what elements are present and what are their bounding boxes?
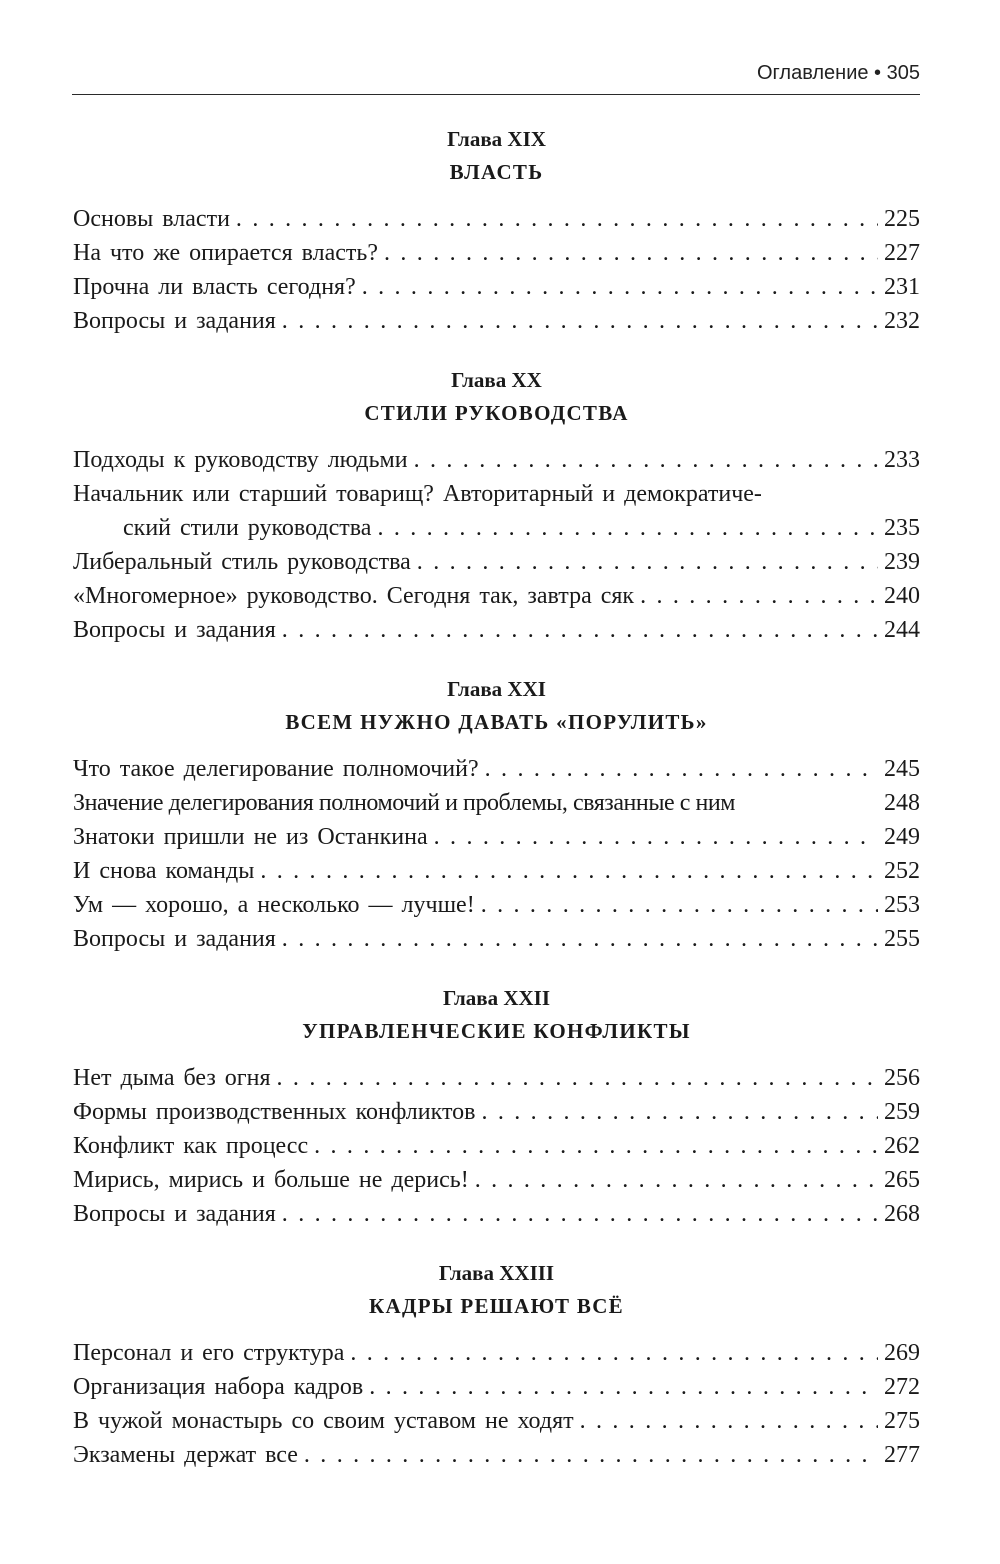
entry-title: Значение делегирования полномочий и проблемы, связанные с ним: [73, 790, 736, 816]
entry-page: 235: [884, 515, 920, 541]
leader-dots: [260, 854, 878, 888]
toc-entry[interactable]: [73, 443, 920, 477]
toc-entry[interactable]: [73, 202, 920, 236]
leader-dots: [282, 922, 878, 956]
toc-entry[interactable]: [73, 270, 920, 304]
entry-title: Вопросы и задания: [73, 926, 276, 952]
leader-dots: [434, 820, 878, 854]
entry-page: 245: [884, 756, 920, 782]
entry-page: 262: [884, 1133, 920, 1159]
entry-title: Знатоки пришли не из Останкина: [73, 824, 428, 850]
entry-title: И снова команды: [73, 858, 255, 884]
leader-dots: [236, 202, 878, 236]
entry-page: 239: [884, 549, 920, 575]
entry-page: 277: [884, 1442, 920, 1468]
toc-entry[interactable]: [73, 1061, 920, 1095]
entry-title: Вопросы и задания: [73, 617, 276, 643]
entry-title: Основы власти: [73, 206, 230, 232]
leader-dots: [350, 1336, 878, 1370]
chapter-label: Глава XXI: [447, 677, 546, 701]
toc-entry[interactable]: [73, 1438, 920, 1472]
toc-entry[interactable]: [73, 304, 920, 338]
leader-dots: [282, 613, 878, 647]
chapter-label: Глава XIX: [447, 127, 546, 151]
chapter-xix: [73, 124, 920, 338]
entry-page: 248: [884, 790, 920, 816]
leader-dots: [485, 752, 878, 786]
toc-entry[interactable]: [73, 1129, 920, 1163]
entry-title: Ум — хорошо, а несколько — лучше!: [73, 892, 475, 918]
entry-title: Мирись, мирись и больше не дерись!: [73, 1167, 469, 1193]
entry-page: 268: [884, 1201, 920, 1227]
entry-title: Организация набора кадров: [73, 1374, 364, 1400]
entry-page: 259: [884, 1099, 920, 1125]
entry-title: Либеральный стиль руководства: [73, 549, 411, 575]
leader-dots: [277, 1061, 878, 1095]
toc-entry[interactable]: [73, 820, 920, 854]
entry-page: 232: [884, 308, 920, 334]
toc-entry[interactable]: [73, 1197, 920, 1231]
toc-entry[interactable]: [73, 922, 920, 956]
leader-dots: [282, 304, 878, 338]
entry-page: 255: [884, 926, 920, 952]
entry-page: 256: [884, 1065, 920, 1091]
toc-entry[interactable]: [73, 1163, 920, 1197]
entry-title: На что же опирается власть?: [73, 240, 378, 266]
entry-page: 265: [884, 1167, 920, 1193]
entry-title: Формы производственных конфликтов: [73, 1099, 476, 1125]
leader-dots: [304, 1438, 878, 1472]
toc-entry[interactable]: [73, 1404, 920, 1438]
chapter-xx: [73, 365, 920, 647]
toc-entry[interactable]: [73, 1370, 920, 1404]
entry-page: 233: [884, 447, 920, 473]
leader-dots: [481, 888, 878, 922]
chapter-title: ВСЕМ НУЖНО ДАВАТЬ «ПОРУЛИТЬ»: [285, 710, 708, 734]
leader-dots: [580, 1404, 878, 1438]
leader-dots: [369, 1370, 878, 1404]
entry-title: Что такое делегирование полномочий?: [73, 756, 479, 782]
chapter-xxii: [73, 983, 920, 1231]
entry-title: Вопросы и задания: [73, 1201, 276, 1227]
leader-dots: [417, 545, 878, 579]
toc-entry[interactable]: [73, 1095, 920, 1129]
toc-entry[interactable]: [73, 854, 920, 888]
entry-page: 225: [884, 206, 920, 232]
leader-dots: [362, 270, 878, 304]
entry-page: 269: [884, 1340, 920, 1366]
leader-dots: [384, 236, 878, 270]
entry-title: Экзамены держат все: [73, 1442, 298, 1468]
toc-entry[interactable]: [73, 545, 920, 579]
leader-dots: [377, 511, 878, 545]
chapter-xxi: [73, 674, 920, 956]
entry-title: «Многомерное» руководство. Сегодня так, завтра сяк: [73, 583, 635, 609]
toc-entry[interactable]: [73, 579, 920, 613]
entry-title: Подходы к руководству людьми: [73, 447, 408, 473]
entry-page: 272: [884, 1374, 920, 1400]
leader-dots: [414, 443, 878, 477]
chapter-label: Глава XX: [451, 368, 542, 392]
entry-title: Вопросы и задания: [73, 308, 276, 334]
entry-page: 275: [884, 1408, 920, 1434]
entry-page: 231: [884, 274, 920, 300]
toc-entry[interactable]: [73, 786, 920, 820]
chapter-title: ВЛАСТЬ: [449, 160, 544, 184]
entry-title: В чужой монастырь со своим уставом не ходят: [73, 1408, 574, 1434]
chapter-title: УПРАВЛЕНЧЕСКИЕ КОНФЛИКТЫ: [302, 1019, 691, 1043]
toc-entry[interactable]: [73, 888, 920, 922]
leader-dots: [640, 579, 878, 613]
running-header: [72, 60, 920, 95]
toc-entry-multiline[interactable]: [73, 477, 920, 545]
chapter-title: КАДРЫ РЕШАЮТ ВСЁ: [369, 1294, 624, 1318]
entry-page: 240: [884, 583, 920, 609]
entry-page: 253: [884, 892, 920, 918]
entry-title: Конфликт как процесс: [73, 1133, 309, 1159]
entry-title: Прочна ли власть сегодня?: [73, 274, 356, 300]
leader-dots: [481, 1095, 878, 1129]
chapter-label: Глава XXIII: [438, 1261, 555, 1285]
leader-dots: [475, 1163, 878, 1197]
entry-title-line2: ский стили руководства: [123, 515, 372, 541]
toc-entry[interactable]: [73, 613, 920, 647]
chapter-xxiii: [73, 1258, 920, 1472]
toc-entry[interactable]: [73, 1336, 920, 1370]
entry-page: 227: [884, 240, 920, 266]
chapter-title: СТИЛИ РУКОВОДСТВА: [364, 401, 629, 425]
toc-entry[interactable]: [73, 752, 920, 786]
entry-title-line1: Начальник или старший товарищ? Авторитарный и демократиче-: [73, 481, 762, 507]
table-of-contents: [73, 124, 920, 1499]
entry-page: 249: [884, 824, 920, 850]
header-text: Оглавление • 305: [757, 62, 920, 84]
toc-entry[interactable]: [73, 236, 920, 270]
entry-page: 244: [884, 617, 920, 643]
entry-title: Нет дыма без огня: [73, 1065, 271, 1091]
leader-dots: [314, 1129, 878, 1163]
chapter-label: Глава XXII: [442, 986, 551, 1010]
entry-title: Персонал и его структура: [73, 1340, 345, 1366]
leader-dots: [282, 1197, 878, 1231]
entry-page: 252: [884, 858, 920, 884]
